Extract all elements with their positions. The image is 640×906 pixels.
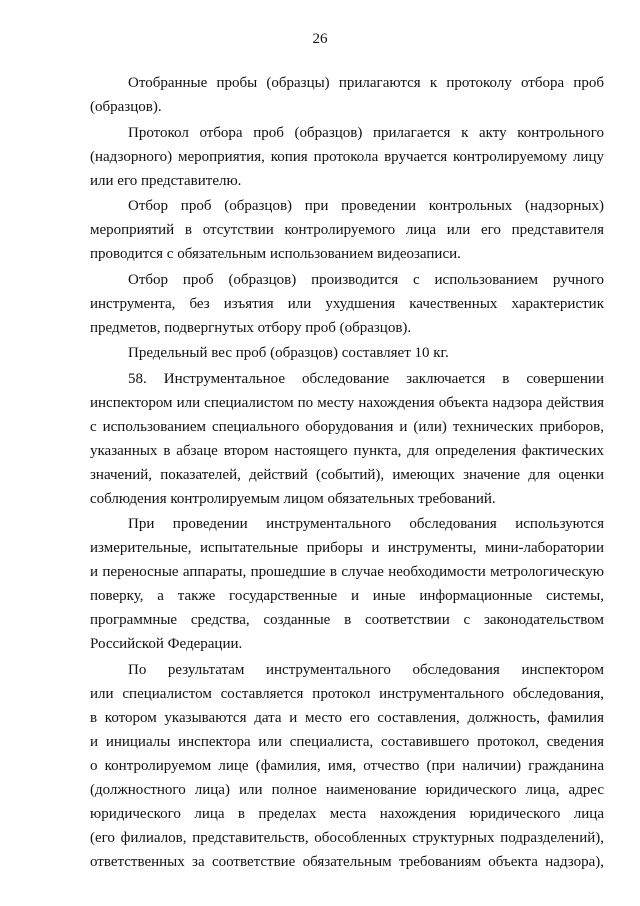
text-line: При проведении инструментального обследования используются — [128, 516, 604, 532]
document-body — [90, 71, 604, 875]
page-number: 26 — [312, 31, 328, 47]
text-line: и инициалы инспектора или специалиста, составившего протокол, сведения — [90, 733, 604, 750]
text-line: Отбор проб (образцов) производится с использованием ручного — [128, 271, 604, 288]
text-line: или специалистом составляется протокол инструментального обследования, — [90, 685, 604, 702]
paragraph — [90, 194, 604, 266]
paragraph — [90, 367, 604, 511]
text-line: проводится с обязательным использованием видеозаписи. — [90, 246, 461, 262]
paragraph — [90, 512, 604, 656]
text-line: Отбор проб (образцов) при проведении контрольных (надзорных) — [128, 198, 604, 214]
text-line: инспектором или специалистом по месту нахождения объекта надзора действия — [90, 394, 604, 411]
text-line: Отобранные пробы (образцы) прилагаются к протоколу отбора проб — [128, 75, 604, 91]
text-line: (образцов). — [90, 99, 162, 115]
text-line: с использованием специального оборудования и (или) технических приборов, — [90, 418, 604, 435]
text-line: Предельный вес проб (образцов) составляет 10 кг. — [128, 345, 449, 361]
text-line: мероприятий в отсутствии контролируемого лица или его представителя — [90, 222, 604, 238]
text-line: юридического лица в пределах места нахождения юридического лица — [90, 805, 604, 822]
text-line: и переносные аппараты, прошедшие в случае необходимости метрологическую — [90, 564, 604, 580]
text-line: (должностного лица) или полное наименование юридического лица, адрес — [90, 781, 604, 798]
text-line: указанных в абзаце втором настоящего пункта, для определения фактических — [90, 442, 604, 459]
text-line: (его филиалов, представительств, обособленных структурных подразделений), — [90, 829, 604, 846]
text-line: поверку, а также государственные и иные информационные системы, — [90, 588, 604, 604]
text-line: Протокол отбора проб (образцов) прилагается к акту контрольного — [128, 124, 604, 141]
paragraph — [90, 71, 604, 119]
paragraph — [90, 341, 604, 365]
text-line: измерительные, испытательные приборы и инструменты, мини-лаборатории — [90, 540, 604, 556]
text-line: ответственных за соответствие обязательным требованиям объекта надзора), — [90, 853, 604, 870]
paragraph — [90, 268, 604, 340]
text-line: или его представителю. — [90, 172, 242, 189]
text-line: инструмента, без изъятия или ухудшения качественных характеристик — [90, 295, 604, 312]
text-line: По результатам инструментального обследования инспектором — [128, 661, 604, 678]
text-line: 58. Инструментальное обследование заключается в совершении — [128, 370, 604, 387]
text-line: значений, показателей, действий (событий), имеющих значение для оценки — [90, 466, 604, 483]
text-line: программные средства, созданные в соответствии с законодательством — [90, 612, 604, 628]
text-line: (надзорного) мероприятия, копия протокола вручается контролируемому лицу — [90, 148, 604, 165]
text-line: соблюдения контролируемым лицом обязательных требований. — [90, 490, 496, 507]
paragraph — [90, 658, 604, 874]
text-line: предметов, подвергнутых отбору проб (образцов). — [90, 319, 412, 336]
paragraph — [90, 121, 604, 193]
text-line: о контролируемом лице (фамилия, имя, отчество (при наличии) гражданина — [90, 757, 604, 774]
text-line: Российской Федерации. — [90, 636, 243, 652]
text-line: в котором указываются дата и место его составления, должность, фамилия — [90, 709, 604, 726]
